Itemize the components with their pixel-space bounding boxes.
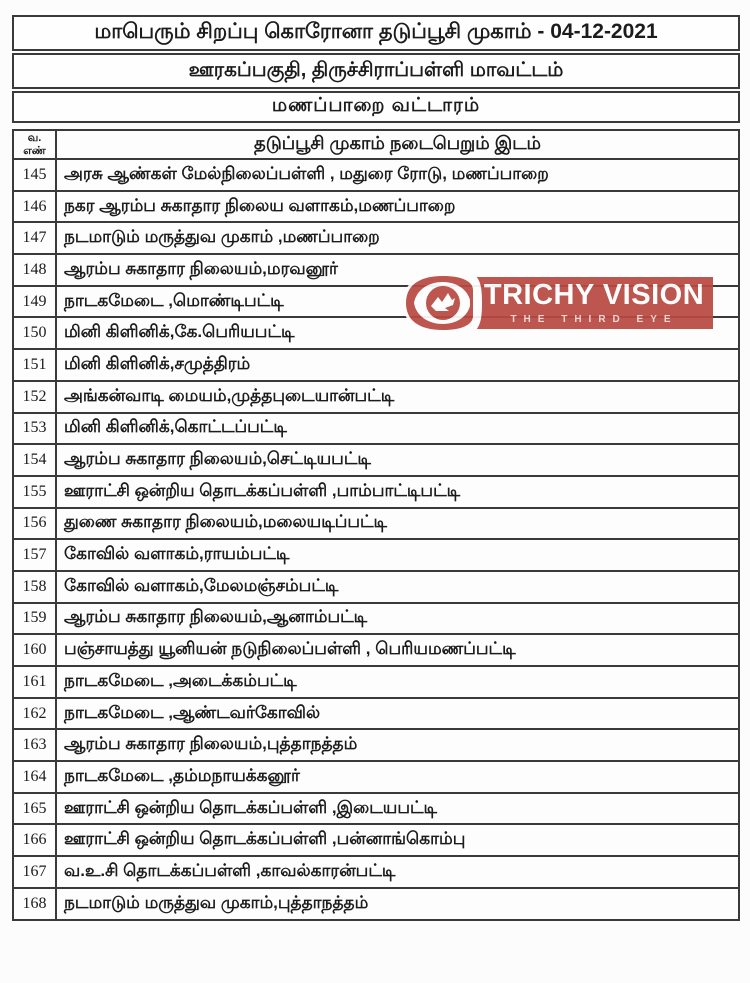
- serial-cell: 164: [13, 761, 56, 793]
- serial-cell: 167: [13, 856, 56, 888]
- location-cell: நாடகமேடை ,ஆண்டவர்கோவில்: [56, 698, 739, 730]
- table-header: [13, 130, 739, 159]
- serial-cell: 147: [13, 222, 56, 254]
- serial-cell: 152: [13, 381, 56, 413]
- district-subtitle: [12, 53, 740, 89]
- location-cell: துணை சுகாதார நிலையம்,மலையடிப்பட்டி: [56, 508, 739, 540]
- table-row: [13, 349, 739, 381]
- serial-cell: 161: [13, 666, 56, 698]
- location-cell: ஊராட்சி ஒன்றிய தொடக்கப்பள்ளி ,இடையபட்டி: [56, 793, 739, 825]
- location-cell: கோவில் வளாகம்,மேலமஞ்சம்பட்டி: [56, 571, 739, 603]
- serial-cell: 154: [13, 444, 56, 476]
- serial-header-line1: வ.: [27, 132, 42, 144]
- location-column-header: தடுப்பூசி முகாம் நடைபெறும் இடம்: [56, 130, 739, 159]
- location-cell: மினி கிளினிக்,சமுத்திரம்: [56, 349, 739, 381]
- watermark-tagline-text: THE THIRD EYE: [510, 314, 678, 325]
- watermark-brand-text: TRICHY VISION: [483, 279, 705, 311]
- serial-cell: 153: [13, 413, 56, 445]
- table-row: [13, 761, 739, 793]
- block-subtitle-text: மணப்பாறை வட்டாரம்: [271, 95, 481, 116]
- table-body: [13, 159, 739, 920]
- table-row: [13, 317, 739, 349]
- location-cell: கோவில் வளாகம்,ராயம்பட்டி: [56, 539, 739, 571]
- serial-cell: 168: [13, 888, 56, 920]
- table-row: [13, 444, 739, 476]
- table-row: [13, 254, 739, 286]
- table-row: [13, 603, 739, 635]
- serial-cell: 163: [13, 729, 56, 761]
- table-row: [13, 413, 739, 445]
- location-cell: நாடகமேடை ,தம்மநாயக்கனூர்: [56, 761, 739, 793]
- table-row: [13, 191, 739, 223]
- serial-cell: 145: [13, 159, 56, 191]
- serial-cell: 149: [13, 286, 56, 318]
- serial-cell: 160: [13, 634, 56, 666]
- location-cell: நாடகமேடை ,அடைக்கம்பட்டி: [56, 666, 739, 698]
- serial-cell: 146: [13, 191, 56, 223]
- location-cell: நடமாடும் மருத்துவ முகாம்,புத்தாநத்தம்: [56, 888, 739, 920]
- serial-number-column-header: [13, 130, 56, 159]
- serial-cell: 159: [13, 603, 56, 635]
- serial-cell: 162: [13, 698, 56, 730]
- table-row: [13, 159, 739, 191]
- table-row: [13, 856, 739, 888]
- table-row: [13, 634, 739, 666]
- serial-cell: 148: [13, 254, 56, 286]
- camp-main-title: [12, 15, 740, 51]
- location-cell: வ.உ.சி தொடக்கப்பள்ளி ,காவல்காரன்பட்டி: [56, 856, 739, 888]
- serial-cell: 157: [13, 539, 56, 571]
- location-cell: மினி கிளினிக்,கே.பெரியபட்டி: [56, 317, 739, 349]
- serial-header-line2: எண்: [23, 144, 46, 157]
- table-row: [13, 571, 739, 603]
- location-cell: நகர ஆரம்ப சுகாதார நிலைய வளாகம்,மணப்பாறை: [56, 191, 739, 223]
- location-cell: ஆரம்ப சுகாதார நிலையம்,செட்டியபட்டி: [56, 444, 739, 476]
- serial-cell: 166: [13, 824, 56, 856]
- serial-cell: 151: [13, 349, 56, 381]
- vaccination-camp-table: [12, 129, 740, 921]
- serial-cell: 155: [13, 476, 56, 508]
- location-cell: நடமாடும் மருத்துவ முகாம் ,மணப்பாறை: [56, 222, 739, 254]
- location-cell: ஊராட்சி ஒன்றிய தொடக்கப்பள்ளி ,பன்னாங்கொம்பு: [56, 824, 739, 856]
- table-row: [13, 381, 739, 413]
- block-subtitle: [12, 91, 740, 123]
- table-row: [13, 888, 739, 920]
- serial-cell: 158: [13, 571, 56, 603]
- location-cell: ஆரம்ப சுகாதார நிலையம்,புத்தாநத்தம்: [56, 729, 739, 761]
- location-cell: பஞ்சாயத்து யூனியன் நடுநிலைப்பள்ளி , பெரியமணப்பட்டி: [56, 634, 739, 666]
- table-row: [13, 476, 739, 508]
- table-header-row: [13, 130, 739, 159]
- table-row: [13, 539, 739, 571]
- location-cell: அரசு ஆண்கள் மேல்நிலைப்பள்ளி , மதுரை ரோடு, மணப்பாறை: [56, 159, 739, 191]
- serial-cell: 150: [13, 317, 56, 349]
- table-row: [13, 824, 739, 856]
- table-row: [13, 666, 739, 698]
- table-row: [13, 222, 739, 254]
- camp-main-title-text: மாபெரும் சிறப்பு கொரோனா தடுப்பூசி முகாம் - 04-12-2021: [94, 20, 658, 43]
- location-cell: நாடகமேடை ,மொண்டிபட்டி: [56, 286, 739, 318]
- serial-cell: 165: [13, 793, 56, 825]
- table-row: [13, 793, 739, 825]
- table-row: [13, 508, 739, 540]
- table-row: [13, 286, 739, 318]
- location-cell: ஆரம்ப சுகாதார நிலையம்,ஆனாம்பட்டி: [56, 603, 739, 635]
- serial-cell: 156: [13, 508, 56, 540]
- location-cell: அங்கன்வாடி மையம்,முத்தபுடையான்பட்டி: [56, 381, 739, 413]
- location-cell: மினி கிளினிக்,கொட்டப்பட்டி: [56, 413, 739, 445]
- location-cell: ஊராட்சி ஒன்றிய தொடக்கப்பள்ளி ,பாம்பாட்டிபட்டி: [56, 476, 739, 508]
- location-cell: ஆரம்ப சுகாதார நிலையம்,மரவனூர்: [56, 254, 739, 286]
- district-subtitle-text: ஊரகப்பகுதி, திருச்சிராப்பள்ளி மாவட்டம்: [188, 58, 564, 81]
- table-row: [13, 729, 739, 761]
- table-row: [13, 698, 739, 730]
